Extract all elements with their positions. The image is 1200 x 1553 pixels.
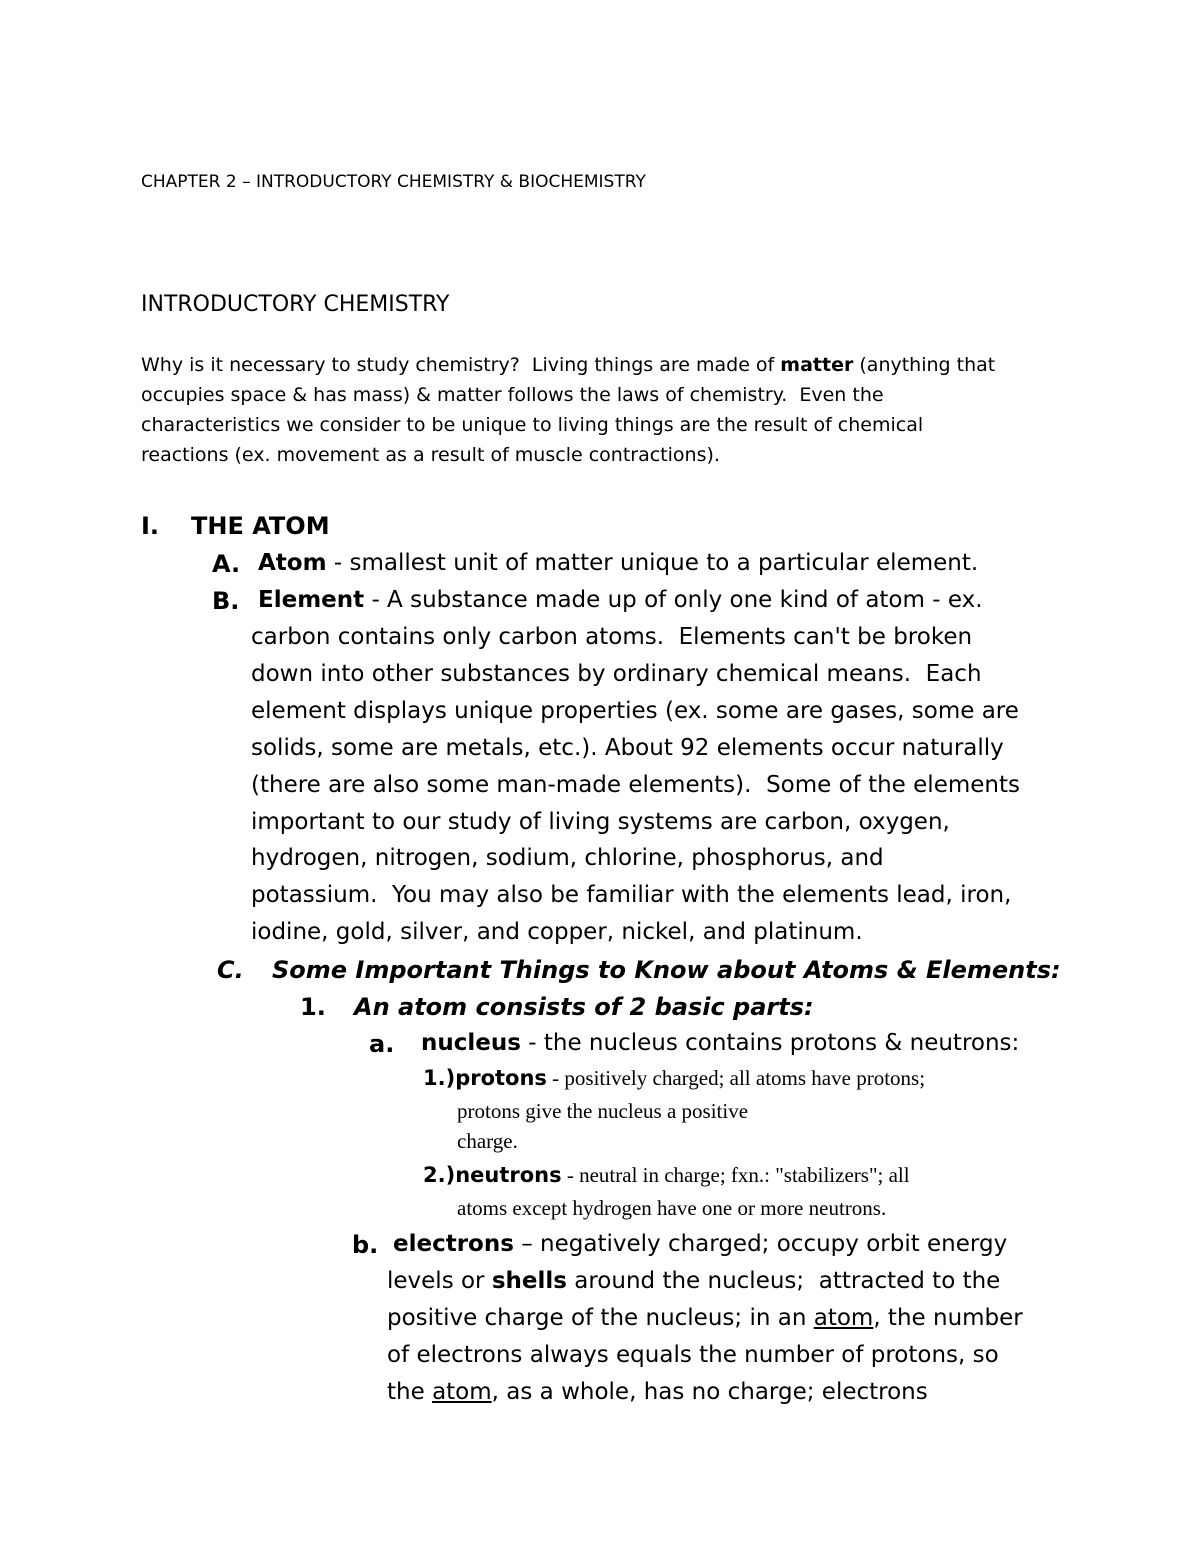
outline-label-C: C. bbox=[217, 956, 244, 984]
outline-label-C1: 1. bbox=[300, 993, 326, 1021]
item-B-line-5: solids, some are metals, etc.). About 92 elements occur naturally bbox=[251, 735, 1004, 761]
item-a-text: nucleus - the nucleus contains protons & neutrons: bbox=[421, 1030, 1020, 1056]
item-B-line-10: iodine, gold, silver, and copper, nickel, and platinum. bbox=[251, 919, 863, 945]
term-nucleus: nucleus bbox=[421, 1030, 521, 1056]
outline-label-b: b. bbox=[352, 1231, 379, 1259]
term-element: Element bbox=[258, 587, 365, 613]
item-b-line-3: positive charge of the nucleus; in an atom, the number bbox=[387, 1305, 1023, 1331]
term-electrons: electrons bbox=[393, 1231, 514, 1257]
protons-line-3: charge. bbox=[457, 1129, 518, 1153]
outline-label-A: A. bbox=[212, 550, 241, 578]
protons-line-1: 1.)protons - positively charged; all atoms have protons; bbox=[423, 1066, 926, 1090]
term-shells: shells bbox=[491, 1268, 567, 1294]
term-atom: Atom bbox=[258, 550, 327, 576]
term-matter: matter bbox=[780, 354, 854, 376]
item-B-line-3: down into other substances by ordinary chemical means. Each bbox=[251, 661, 982, 687]
outline-label-B: B. bbox=[212, 587, 240, 615]
item-B-line-9: potassium. You may also be familiar with the elements lead, iron, bbox=[251, 882, 1012, 908]
intro-line-1: Why is it necessary to study chemistry? Living things are made of matter (anything that bbox=[141, 354, 996, 376]
item-B-line-2: carbon contains only carbon atoms. Elements can't be broken bbox=[251, 624, 973, 650]
item-C-heading: Some Important Things to Know about Atoms & Elements: bbox=[272, 956, 1061, 984]
neutrons-line-1: 2.)neutrons - neutral in charge; fxn.: "stabilizers"; all bbox=[423, 1163, 910, 1187]
item-b-line-4: of electrons always equals the number of protons, so bbox=[387, 1342, 999, 1368]
intro-line-3: characteristics we consider to be unique to living things are the result of chemical bbox=[141, 414, 924, 436]
atom-heading: THE ATOM bbox=[191, 512, 330, 540]
item-A-text: Atom - smallest unit of matter unique to a particular element. bbox=[258, 550, 979, 576]
outline-label-a: a. bbox=[369, 1030, 395, 1058]
item-B-line-6: (there are also some man-made elements). Some of the elements bbox=[251, 772, 1020, 798]
outline-label-1: 1.) bbox=[423, 1066, 456, 1090]
item-C1-heading: An atom consists of 2 basic parts: bbox=[354, 993, 814, 1021]
neutrons-line-2: atoms except hydrogen have one or more neutrons. bbox=[457, 1196, 887, 1220]
chapter-header: CHAPTER 2 – INTRODUCTORY CHEMISTRY & BIOCHEMISTRY bbox=[141, 172, 646, 192]
outline-label-2: 2.) bbox=[423, 1163, 456, 1187]
item-B-line-7: important to our study of living systems are carbon, oxygen, bbox=[251, 809, 950, 835]
item-B-line-8: hydrogen, nitrogen, sodium, chlorine, phosphorus, and bbox=[251, 845, 884, 871]
item-b-line-1: electrons – negatively charged; occupy orbit energy bbox=[393, 1231, 1008, 1257]
underlined-atom-2: atom bbox=[432, 1379, 492, 1405]
underlined-atom-1: atom bbox=[813, 1305, 874, 1331]
protons-line-2: protons give the nucleus a positive bbox=[457, 1099, 749, 1123]
item-B-line-1: Element - A substance made up of only one kind of atom - ex. bbox=[258, 587, 983, 613]
item-b-line-2: levels or shells around the nucleus; attracted to the bbox=[387, 1268, 1001, 1294]
item-B-line-4: element displays unique properties (ex. some are gases, some are bbox=[251, 698, 1019, 724]
term-protons: protons bbox=[455, 1066, 547, 1090]
outline-number-I: I. bbox=[141, 512, 160, 540]
intro-line-4: reactions (ex. movement as a result of muscle contractions). bbox=[141, 444, 720, 466]
section-title: INTRODUCTORY CHEMISTRY bbox=[141, 292, 450, 317]
intro-line-2: occupies space & has mass) & matter follows the laws of chemistry. Even the bbox=[141, 384, 884, 406]
item-b-line-5: the atom, as a whole, has no charge; electrons bbox=[387, 1379, 928, 1405]
term-neutrons: neutrons bbox=[455, 1163, 562, 1187]
